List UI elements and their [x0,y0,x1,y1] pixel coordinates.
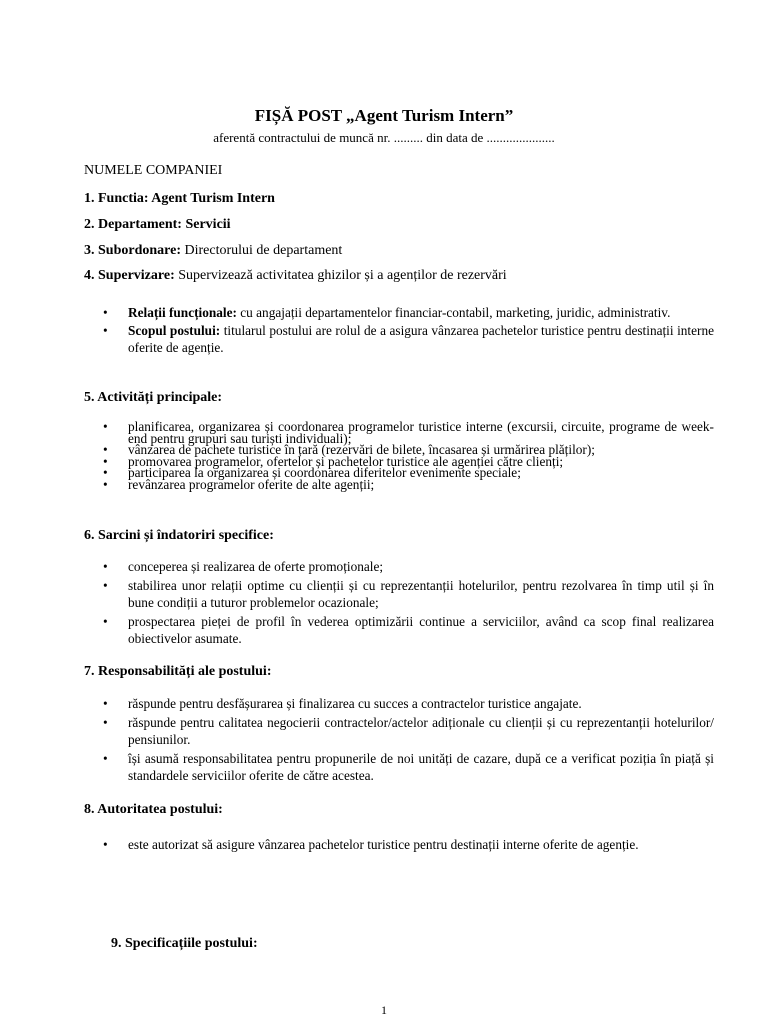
list-item-text: conceperea și realizarea de oferte promoționale; [128,559,384,574]
field-functia: 1. Functia: Agent Turism Intern [84,191,275,206]
sarcini-list [103,558,714,649]
list-item-text: este autorizat să asigure vânzarea pachetelor turistice pentru destinații interne oferite de agenție. [128,837,639,852]
document-subtitle: aferentă contractului de muncă nr. ......... din data de ..................... [213,130,555,145]
list-item-text: promovarea programelor, ofertelor și pachetelor turistice ale agenției către clienți; [128,453,564,469]
list-item-text: răspunde pentru desfășurarea și finalizarea cu succes a contractelor turistice angajate. [128,696,582,711]
page-number: 1 [381,1003,387,1017]
list-item [103,322,714,356]
company-name: NUMELE COMPANIEI [84,163,223,178]
bullet-icon: • [103,419,108,434]
bullet-icon: • [103,305,108,320]
list-item [103,750,714,785]
list-item-text: răspunde pentru calitatea negocierii contractelor/actelor adiționale cu clienții și cu reprezentanții hotelurilor/ pensiunilor. [128,714,714,747]
section-heading-autoritate: 8. Autoritatea postului: [84,802,223,817]
list-item-text: stabilirea unor relații optime cu clienții și cu reprezentanții hotelurilor, pentru rezolvarea în timp util și în bune condiții a tuturor problemelor ocazionale; [128,577,714,610]
autoritate-list [103,836,714,855]
bullet-icon: • [103,465,108,480]
list-item [103,558,714,576]
section-heading-sarcini: 6. Sarcini și îndatoriri specifice: [84,528,274,543]
bullet-icon: • [103,714,108,730]
section-heading-specificatii: 9. Specificațiile postului: [111,936,258,951]
document-title: FIȘĂ POST „Agent Turism Intern” [254,106,514,125]
field-supervizare [84,268,507,284]
list-item [103,304,714,321]
bullet-icon: • [103,577,108,593]
relatii-scop-list [103,304,714,357]
bullet-icon: • [103,696,108,711]
list-item [103,419,714,446]
relatii-text: cu angajații departamentelor financiar-contabil, marketing, juridic, administrativ. [236,305,671,320]
bullet-icon: • [103,837,108,852]
field-departament: 2. Departament: Servicii [84,217,231,232]
bullet-icon: • [103,453,108,469]
bullet-icon: • [103,559,108,574]
list-item [103,836,714,854]
list-item-text: își asumă responsabilitatea pentru propunerile de noi unități de cazare, după ce a verificat poziția în piață și standardele serviciilor oferite de către acestea. [128,750,714,783]
field-subordonare [84,243,342,259]
list-item-text: vânzarea de pachete turistice în țară (rezervări de bilete, încasarea și urmărirea plăților); [128,442,595,457]
activitati-list [103,419,714,492]
list-item [103,695,714,713]
list-item-text: revânzarea programelor oferite de alte agenții; [128,476,375,492]
responsabilitati-list [103,695,714,786]
list-item-text: prospectarea pieței de profil în vederea optimizării continue a serviciilor, având ca scop final realizarea obiectivelor asumate. [128,613,714,646]
list-item [103,714,714,749]
list-item [103,613,714,648]
supervizare-value: Supervizează activitatea ghizilor și a agenților de rezervări [174,268,507,283]
section-heading-activitati: 5. Activități principale: [84,390,223,405]
list-item-text: participarea la organizarea și coordonarea diferitelor evenimente speciale; [128,465,521,480]
bullet-icon: • [103,750,108,766]
list-item [103,577,714,612]
bullet-icon: • [103,476,108,492]
list-item [103,476,714,492]
scop-text: titularul postului are rolul de a asigura vânzarea pachetelor turistice pentru destinații interne oferite de agenție. [128,323,714,355]
bullet-icon: • [103,613,108,629]
supervizare-label: 4. Supervizare: [84,268,175,283]
section-heading-responsabilitati: 7. Responsabilități ale postului: [84,664,272,679]
bullet-icon: • [103,323,108,338]
subordonare-label: 3. Subordonare: [84,243,181,258]
bullet-icon: • [103,442,108,457]
list-item-text: planificarea, organizarea și coordonarea programelor turistice interne (excursii, circuite, programe de week-end pentru grupuri sau turiști individuali); [128,419,714,446]
scop-label: Scopul postului: [128,323,221,338]
relatii-label: Relații funcționale: [128,305,237,320]
subordonare-value: Directorului de departament [180,243,343,258]
